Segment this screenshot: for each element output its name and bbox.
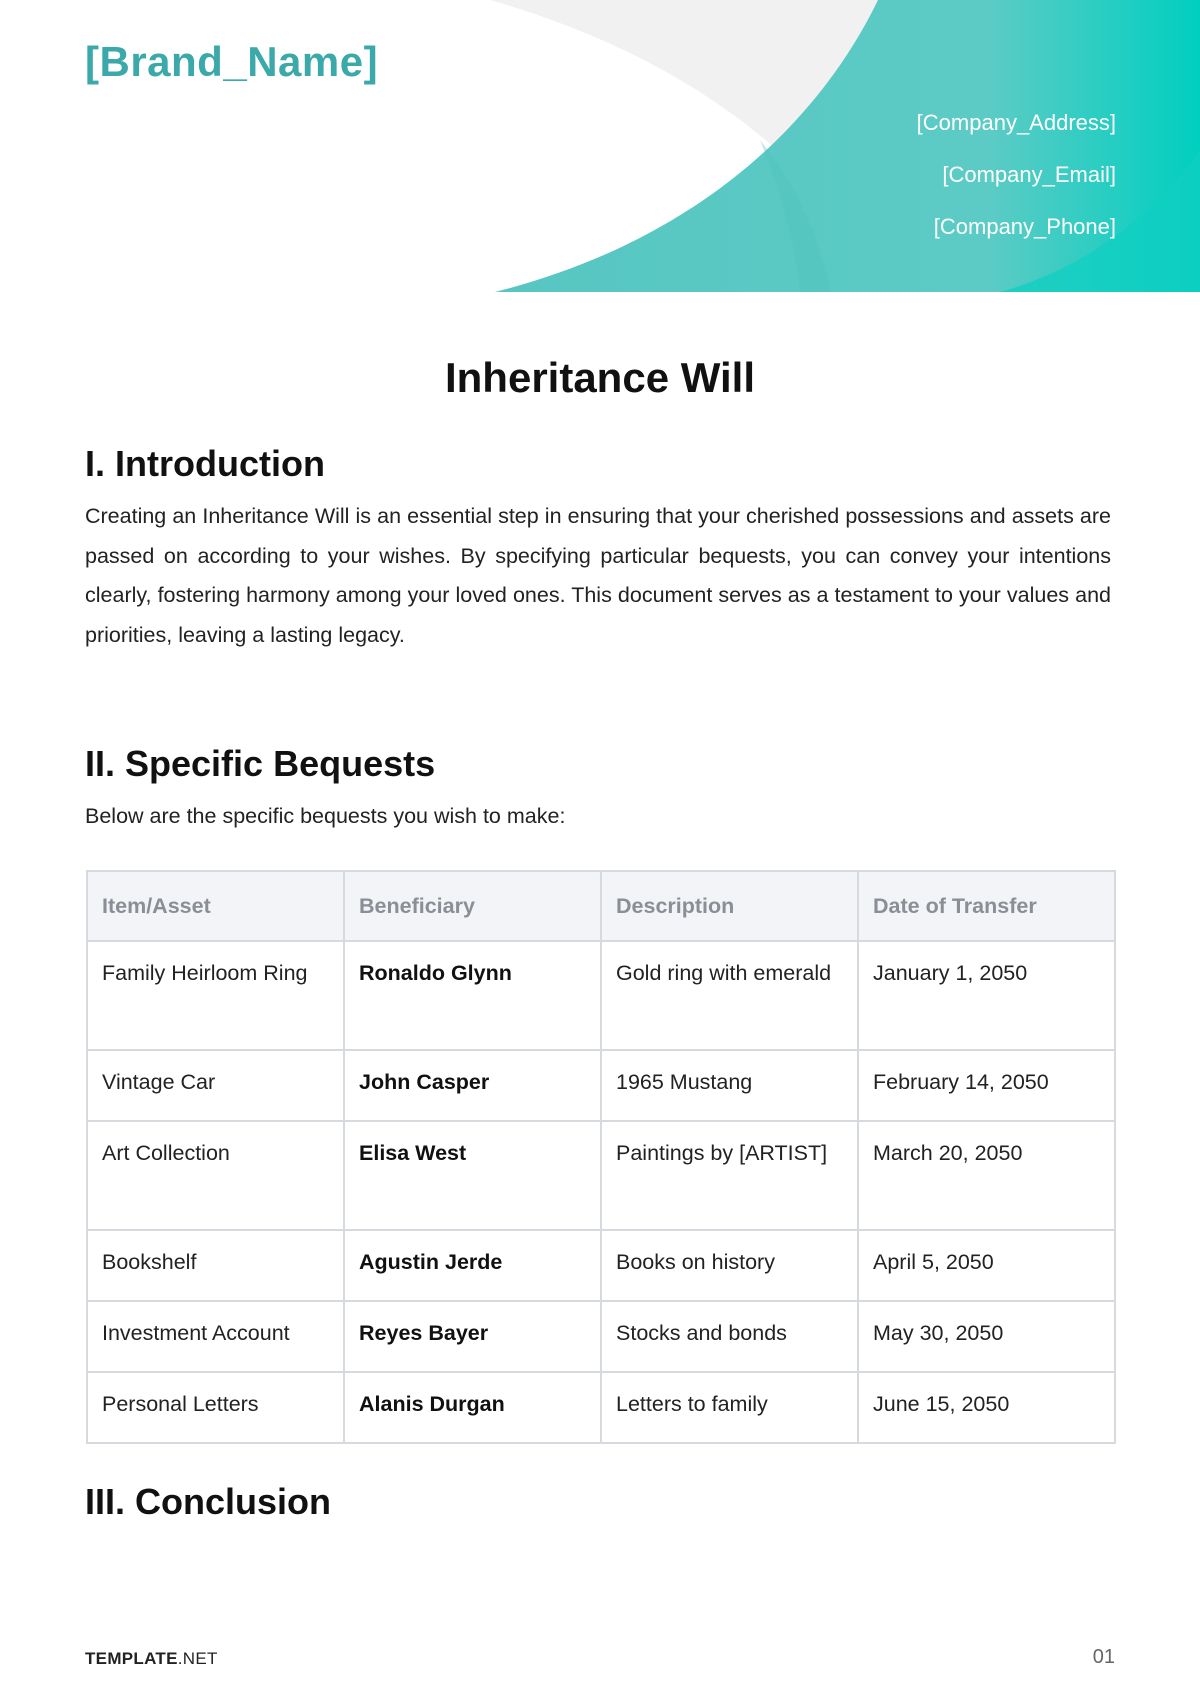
table-row (87, 1230, 1115, 1301)
cell-beneficiary: Alanis Durgan (344, 1372, 601, 1443)
cell-item: Investment Account (87, 1301, 344, 1372)
header-date-of-transfer: Date of Transfer (858, 871, 1115, 941)
page-number: 01 (1092, 1646, 1115, 1668)
document-title: Inheritance Will (444, 354, 756, 401)
company-email: [Company_Email] (942, 162, 1116, 187)
cell-date: March 20, 2050 (858, 1121, 1115, 1230)
brand-name: [Brand_Name] (85, 38, 379, 85)
header-description: Description (601, 871, 858, 941)
conclusion-heading: III. Conclusion (85, 1481, 332, 1522)
footer-logo (85, 1649, 218, 1669)
footer-logo-strong: TEMPLATE (85, 1649, 178, 1668)
cell-beneficiary: Elisa West (344, 1121, 601, 1230)
company-info (917, 108, 1116, 264)
cell-description: Gold ring with emerald (601, 941, 858, 1050)
introduction-heading: I. Introduction (85, 443, 325, 484)
cell-date: April 5, 2050 (858, 1230, 1115, 1301)
table-row (87, 1301, 1115, 1372)
cell-description: Paintings by [ARTIST] (601, 1121, 858, 1230)
cell-description: Books on history (601, 1230, 858, 1301)
cell-beneficiary: Agustin Jerde (344, 1230, 601, 1301)
cell-item: Family Heirloom Ring (87, 941, 344, 1050)
cell-description: Letters to family (601, 1372, 858, 1443)
cell-date: February 14, 2050 (858, 1050, 1115, 1121)
introduction-body: Creating an Inheritance Will is an essential step in ensuring that your cherished possessions and assets are passed on according to your wishes. By specifying particular bequests, you can convey your intentions clearly, fostering harmony among your loved ones. This document serves as a testament to your values and priorities, leaving a lasting legacy. (85, 504, 1111, 647)
footer-logo-rest: .NET (177, 1649, 218, 1668)
cell-item: Vintage Car (87, 1050, 344, 1121)
header-beneficiary: Beneficiary (344, 871, 601, 941)
cell-date: January 1, 2050 (858, 941, 1115, 1050)
bequests-intro: Below are the specific bequests you wish to make: (85, 804, 566, 828)
table-row (87, 1372, 1115, 1443)
cell-beneficiary: John Casper (344, 1050, 601, 1121)
table-row (87, 1050, 1115, 1121)
cell-description: 1965 Mustang (601, 1050, 858, 1121)
cell-description: Stocks and bonds (601, 1301, 858, 1372)
table-header-row (87, 871, 1115, 941)
table-row (87, 941, 1115, 1050)
cell-item: Art Collection (87, 1121, 344, 1230)
cell-date: June 15, 2050 (858, 1372, 1115, 1443)
cell-beneficiary: Ronaldo Glynn (344, 941, 601, 1050)
cell-item: Bookshelf (87, 1230, 344, 1301)
company-phone: [Company_Phone] (933, 214, 1116, 239)
table-row (87, 1121, 1115, 1230)
header-item-asset: Item/Asset (87, 871, 344, 941)
company-address: [Company_Address] (916, 110, 1116, 135)
bequests-table (86, 870, 1116, 1444)
cell-item: Personal Letters (87, 1372, 344, 1443)
bequests-heading: II. Specific Bequests (85, 743, 436, 784)
cell-beneficiary: Reyes Bayer (344, 1301, 601, 1372)
cell-date: May 30, 2050 (858, 1301, 1115, 1372)
